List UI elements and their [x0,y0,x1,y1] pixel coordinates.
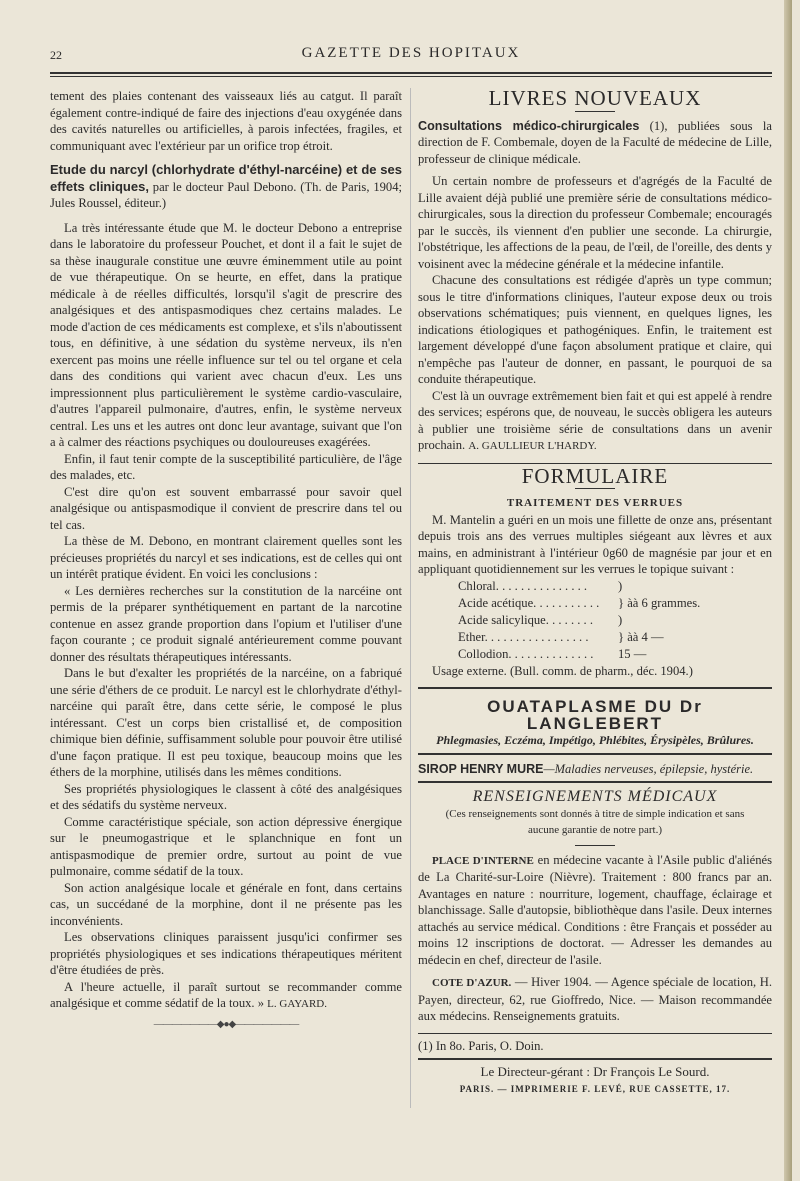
left-column [50,88,402,1033]
prescription-name: Acide salicylique. . . . . . . . [458,612,594,627]
prescription-dose: ) [618,578,623,593]
page-edge [784,0,792,1181]
livres-title: LIVRES NOUVEAUX [488,86,702,110]
prescription-name: Acide acétique. . . . . . . . . . . [458,595,600,610]
review-paragraph: La très intéressante étude que M. le docteur Debono a entreprise dans le laboratoire du professeur Pouchet, et dont il a fait le sujet de sa thèse inaugurale constitue une œuvre éminemment utile au point de vue thérapeutique. On se heurte, en effet, dans la pratique médicale à de réelles difficultés, lorsqu'il s'agit de prescrire des analgésiques et des antispasmodiques chez certains malades. Le mode d'action de ces médicaments est complexe, et s'ils n'aboutissent tous, en définitive, à une sédation du système nerveux, ils n'en exercent pas moins une réelle influence sur tel ou tel organe et cela dans des conditions qui varient avec chacun d'eux. Les uns impressionnent plus particulièrement le système cardio-vasculaire, d'autres l'appareil pulmonaire, d'autres, enfin, le système nerveux central. Les uns et les autres ont donc leur avantage, suivant que l'on a à calmer des réactions psychiques ou douloureuses exagérées. [50,220,402,449]
review-paragraph: C'est dire qu'on est souvent embarrassé pour savoir quel analgésique ou antispasmodique il convient de prescrire dans tel ou tel cas. [50,484,402,532]
review-heading-bold: Etude du narcyl (chlorhydrate d'éthyl-narcéine) et de ses effets cliniques, [50,162,402,194]
ad-rule [418,781,772,783]
review-last-text: A l'heure actuelle, il paraît surtout se recommander comme analgésique et comme sédatif de la toux. » [50,979,402,1010]
consult-heading-rest: (1), publiées sous la direction de F. Combemale, doyen de la Faculté de médecine de Lille, professeur de clinique médicale. [418,118,772,166]
title-rule [575,111,615,112]
ad-rule [418,687,772,689]
review-heading-rest: par le docteur Paul Debono. (Th. de Paris, 1904; Jules Roussel, éditeur.) [50,179,403,210]
header-rule-thin [50,76,772,77]
page-header [50,44,772,66]
ad-sirop-bold: SIROP HENRY MURE [418,761,544,776]
prescription-name: Collodion. . . . . . . . . . . . . . [458,646,594,661]
prescription-line [458,646,772,663]
review-paragraph: « Les dernières recherches sur la constitution de la narcéine ont permis de la préparer synthétiquement en partant de la narcotine contenue en assez grande proportion dans l'opium et l'utiliser d'une façon courante ; ce produit signalé antérieurement comme pouvant donner des résultats thérapeutiques intéressants. [50,583,402,664]
right-column [418,88,772,1097]
prescription-line [458,578,772,595]
footnote: (1) In 8o. Paris, O. Doin. [418,1038,544,1053]
review-signature: L. GAYARD. [267,998,327,1010]
footer-rule [418,1058,772,1060]
review-body [50,220,402,1013]
ad-sirop-rest: —Maladies nerveuses, épilepsie, hystérie. [543,761,754,776]
consult-heading [418,118,772,168]
place-interne-text: en médecine vacante à l'Asile public d'aliénés de La Charité-sur-Loire (Nièvre). Traitement : 800 francs par an. Avantages en nature : nourriture, logement, chauffage, éclairage et blanchissage. Salle d'autopsie, bibliothèque dans l'asile. Deux internes attachés au service médical. Conditions : être Français et posséder au moins 12 inscriptions de doctorat. — Adresser les demandes au médecin en chef, directeur de l'asile. [418,852,772,967]
consult-heading-bold: Consultations médico-chirurgicales [418,118,640,133]
title-rule [575,488,615,489]
column-separator [410,88,411,1108]
consult-paragraph: Un certain nombre de professeurs et d'agrégés de la Faculté de Lille avaient déjà publié une première série de consultations médico-chirurgicales, sous la direction du professeur Combemale; encouragés par le succès, ils viennent d'en publier une seconde. La chirurgie, l'obstétrique, les affections de la peau, de l'œil, de l'oreille, des dents y voisinent avec la médecine générale et la médecine infantile. [418,174,772,271]
review-paragraph: Enfin, il faut tenir compte de la susceptibilité particulière, de l'âge des malades, etc. [50,451,402,482]
prescription-line [458,612,772,629]
journal-title: GAZETTE DES HOPITAUX [301,45,521,61]
footnote-rule [418,1033,772,1034]
cote-azur [418,974,772,1025]
ad-ouataplasme-title: OUATAPLASME DU Dr LANGLEBERT [487,697,703,733]
formulaire-title: FORMULAIRE [521,463,669,488]
ad-sirop [418,761,772,778]
cote-azur-head: COTE D'AZUR. [432,977,512,989]
consult-signature: A. GAULLIEUR L'HARDY. [468,440,597,452]
renseignements-title: RENSEIGNEMENTS MÉDICAUX [472,788,718,805]
review-paragraph: La thèse de M. Debono, en montrant clairement quelles sont les précieuses propriétés du narcyl et ses indications, est de celles qui ont un intérêt pratique évident. En voici les conclusions : [50,534,402,581]
prescription-line [458,595,772,612]
review-last-paragraph [50,979,402,1013]
review-paragraph: Comme caractéristique spéciale, son action dépressive énergique sur le pneumogastrique et le splanchnique en font un antispasmodique de premier ordre, surtout au point de vue pulmonaire, comme sédatif de la toux. [50,814,402,878]
review-paragraph: Les observations cliniques paraissent jusqu'ici confirmer ses propriétés physiologiques et ses indications thérapeutiques méritent d'être étudiées de près. [50,930,402,977]
place-interne-head: PLACE D'INTERNE [432,854,534,867]
prescription-line [458,629,772,646]
intro-paragraph: tement des plaies contenant des vaisseaux liés au catgut. Il paraît également contre-indiqué de faire des injections d'eau oxygénée dans des cavités naturelles ou artificielles, à parois infectées, fragiles, et communiquant avec l'extérieur par un orifice trop étroit. [50,89,402,153]
prescription-dose: ) [618,612,623,627]
consult-last-text: C'est là un ouvrage extrêmement bien fait et qui est appelé à rendre des services; espérons que, de nouveau, le succès obligera les auteurs à publier une troisième série de consultations dans un avenir prochain. [418,388,772,452]
consult-last-paragraph [418,388,772,455]
verrues-title: TRAITEMENT DES VERRUES [506,497,684,509]
prescription-dose: } àà 6 grammes. [618,595,701,610]
prescription-dose: } àà 4 — [618,629,664,644]
title-rule [575,845,615,846]
usage-note: Usage externe. (Bull. comm. de pharm., déc. 1904.) [432,663,693,678]
consult-paragraph: Chacune des consultations est rédigée d'après un type commun; sous le titre d'informations cliniques, l'auteur expose deux ou trois observations schématiques; puis viennent, en quelques lignes, les indications étiologiques et pathogéniques. Enfin, le traitement est largement développé d'une façon absolument pratique et claire, qui n'empêche pas l'auteur de donner, en passant, le pourquoi de sa conduite thérapeutique. [418,273,772,386]
cote-azur-text: — Hiver 1904. — Agence spéciale de location, H. Payen, directeur, 62, rue Gioffredo, Nice. — Maison recommandée aux médecins. Renseignements gratuits. [418,975,773,1023]
ad-ouataplasme-subtitle: Phlegmasies, Eczéma, Impétigo, Phlébites, Érysipèles, Brûlures. [436,733,754,747]
prescription-name: Chloral. . . . . . . . . . . . . . . [458,578,588,593]
place-interne [418,852,772,969]
director-line: Le Directeur-gérant : Dr François Le Sourd. [480,1064,710,1079]
prescription-list [458,578,772,663]
prescription-name: Ether. . . . . . . . . . . . . . . . . [458,629,589,644]
review-paragraph: Ses propriétés physiologiques le classent à côté des analgésiques et des sédatifs du système nerveux. [50,781,402,812]
review-paragraph: Dans le but d'exalter les propriétés de la narcéine, on a fabriqué une série d'éthers de ce produit. Le narcyl est le chlorhydrate d'éthyl-narcéine qui paraît être, dans cette série, le composé le plus intéressant. C'est un corps bien cristallisé et, de composition chimique bien définie, suffisamment soluble pour pouvoir être utilisé d'une façon pratique. Il est peu toxique, beaucoup moins que les éthers de la morphine, utilisés dans les mêmes conditions. [50,666,402,779]
header-rule-thick [50,72,772,74]
renseignements-note: (Ces renseignements sont donnés à titre de simple indication et sans aucune garantie de notre part.) [445,807,745,836]
page-number: 22 [50,48,62,62]
imprint-line: PARIS. — IMPRIMERIE F. LEVÉ, RUE CASSETTE, 17. [459,1083,731,1094]
review-paragraph: Son action analgésique locale et générale en font, dans certains cas, un succédané de la morphine, dont il ne présente pas les inconvénients. [50,880,402,928]
ornament-divider: ———————◆●◆——————— [153,1018,299,1030]
verrues-text: M. Mantelin a guéri en un mois une fillette de onze ans, présentant depuis trois ans des verrues multiples siégeant aux lèvres et aux mains, en administrant à l'intérieur 0g60 de magnésie par jour et en appliquant quotidiennement sur les verrues le topique suivant : [418,512,772,576]
ad-rule [418,753,772,755]
review-heading [50,162,402,212]
prescription-dose: 15 — [618,646,647,661]
